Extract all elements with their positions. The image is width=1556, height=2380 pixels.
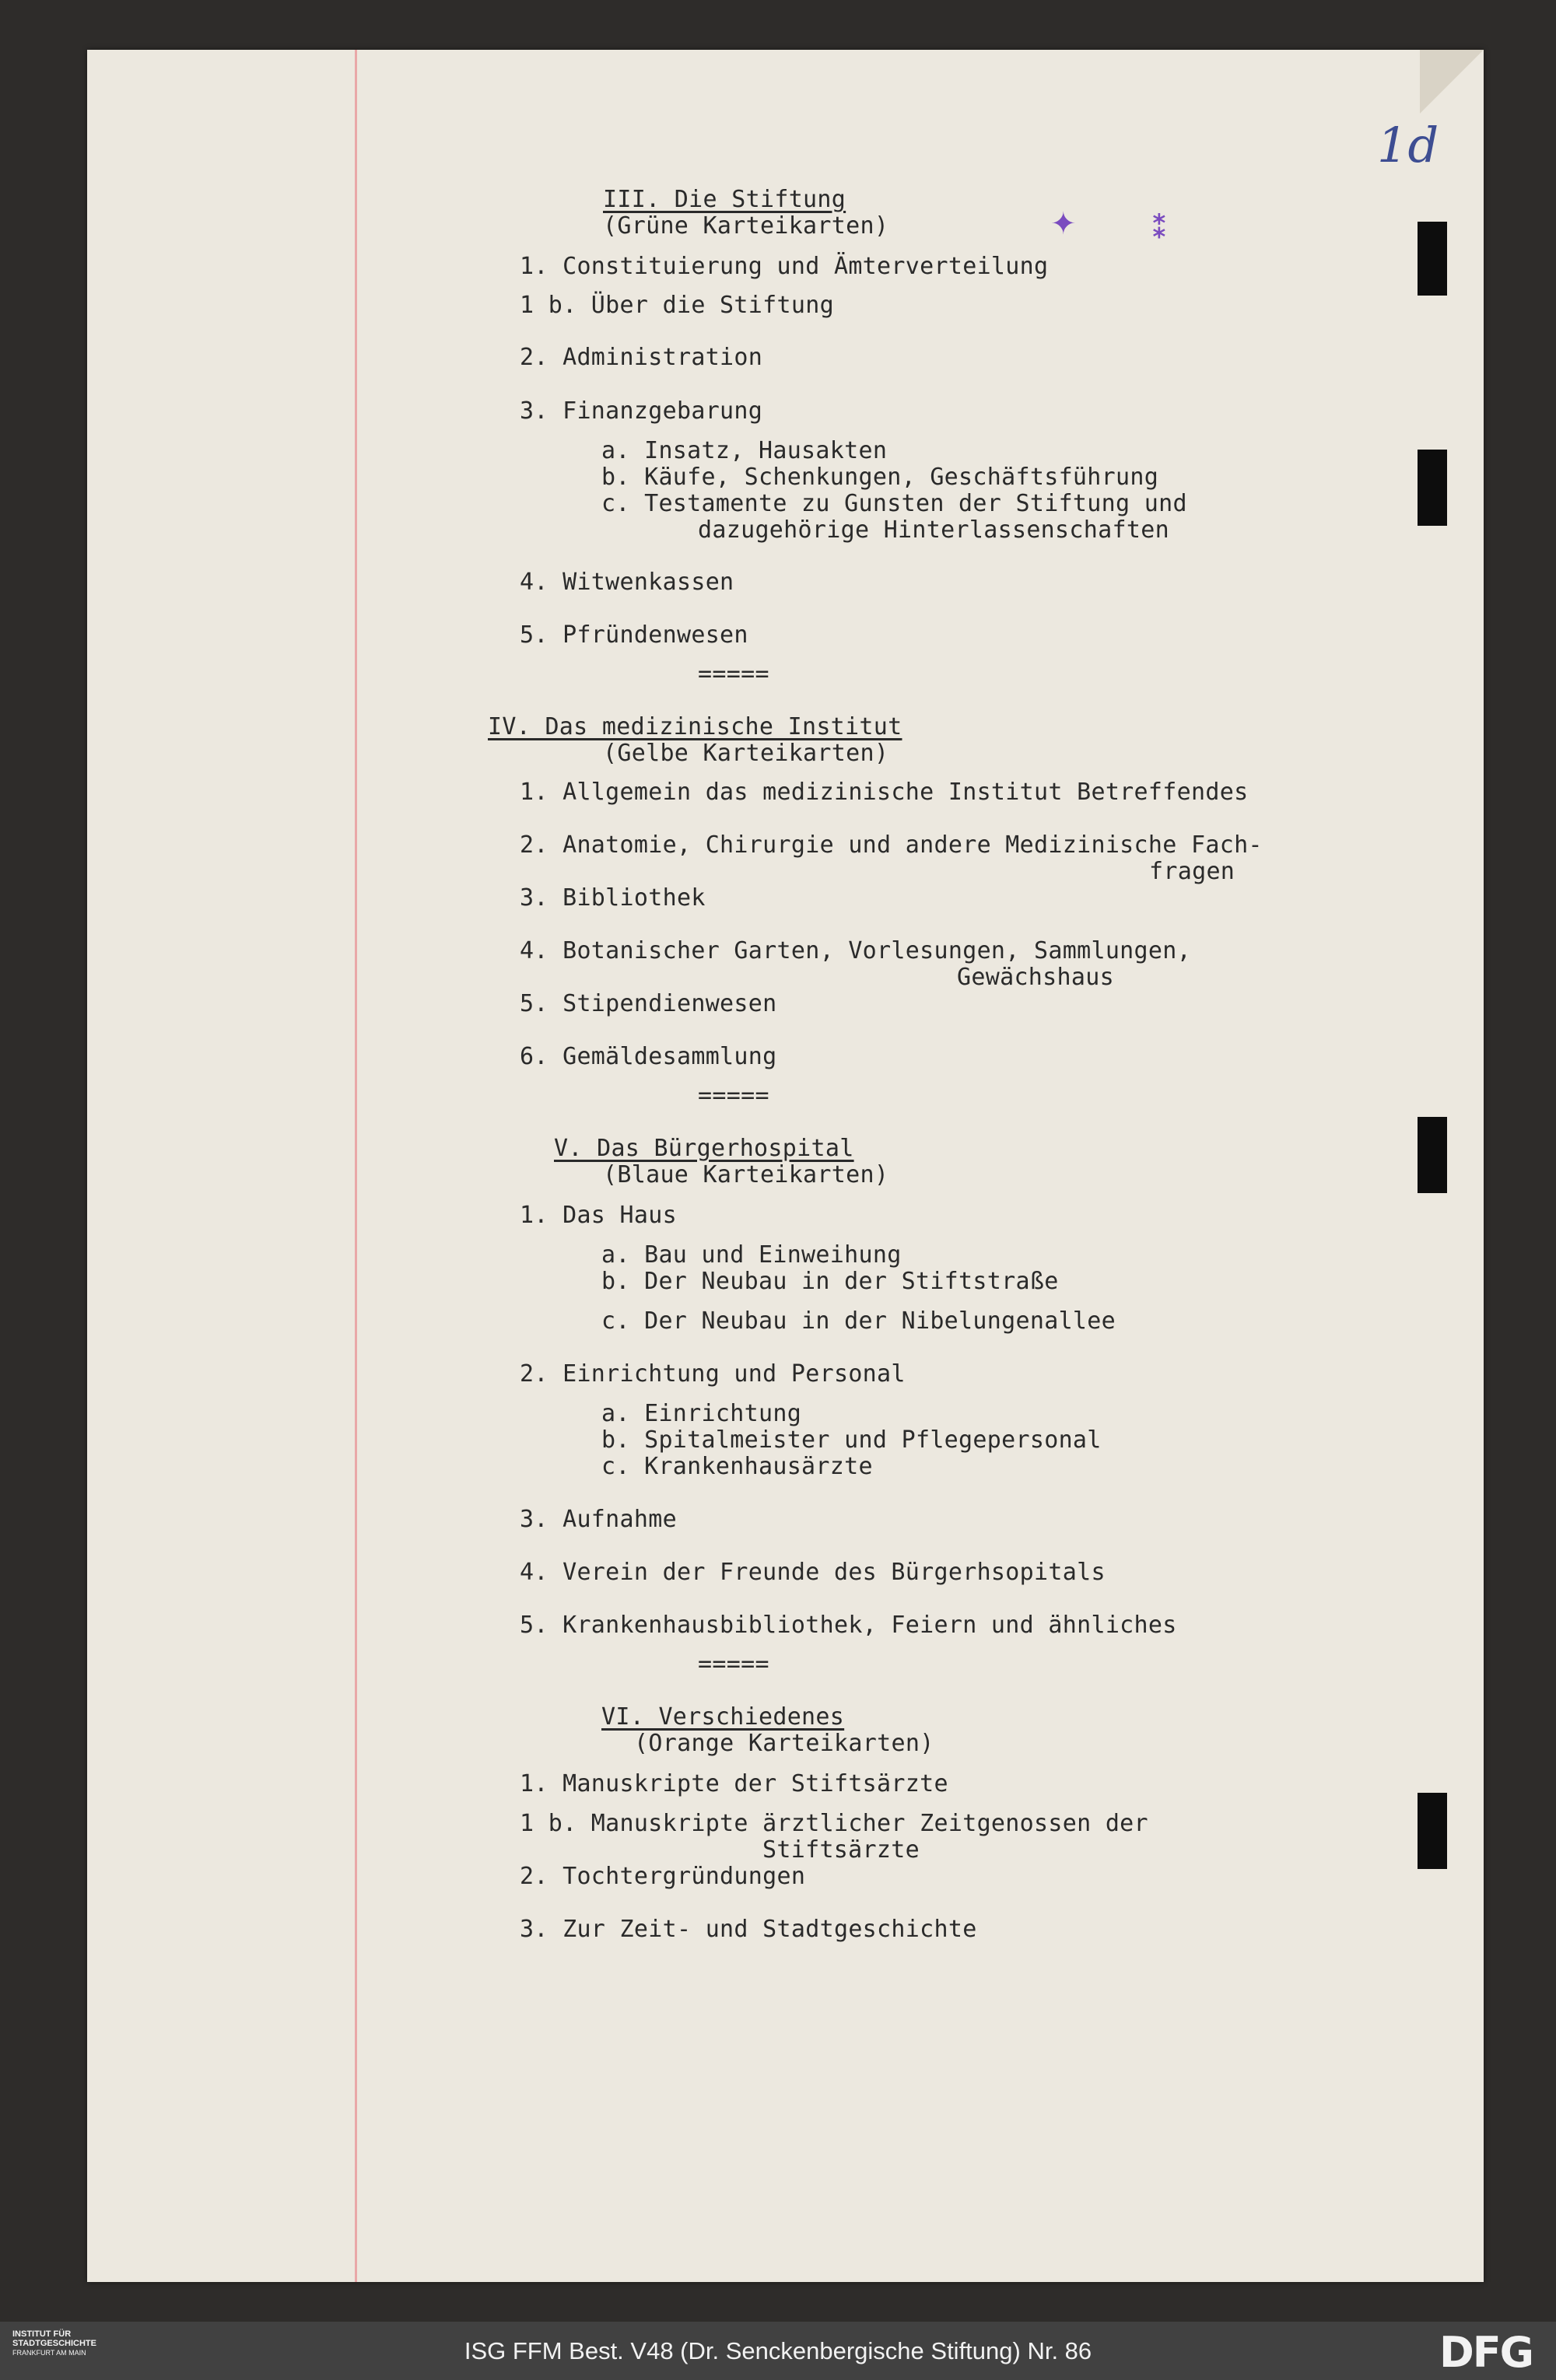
list-subitem: c. Der Neubau in der Nibelungenallee — [601, 1307, 1116, 1335]
punch-hole — [1418, 450, 1447, 526]
section-subheading: (Grüne Karteikarten) — [603, 212, 889, 240]
punch-hole — [1418, 1117, 1447, 1193]
list-subitem-continuation: dazugehörige Hinterlassenschaften — [698, 516, 1169, 544]
list-subitem: a. Einrichtung — [601, 1400, 802, 1427]
list-item: 1. Allgemein das medizinische Institut Betreffendes — [520, 779, 1249, 806]
list-item: 1 b. Manuskripte ärztlicher Zeitgenossen der — [520, 1810, 1148, 1837]
list-item-continuation: Stiftsärzte — [762, 1836, 920, 1864]
list-item: 1. Das Haus — [520, 1202, 677, 1229]
list-item: 5. Pfründenwesen — [520, 621, 748, 649]
list-item: 1 b. Über die Stiftung — [520, 292, 834, 319]
handwritten-page-number: 1d — [1377, 117, 1439, 173]
list-item: 5. Stipendienwesen — [520, 990, 777, 1017]
list-item: 2. Anatomie, Chirurgie und andere Medizinische Fach- — [520, 831, 1263, 859]
list-subitem: a. Insatz, Hausakten — [601, 437, 888, 464]
ink-stamp-mark: ⁑ — [1151, 210, 1168, 246]
list-item: 4. Verein der Freunde des Bürgerhsopitals — [520, 1559, 1106, 1586]
section-separator: ===== — [698, 660, 769, 688]
list-item: 1. Constituierung und Ämterverteilung — [520, 253, 1049, 280]
section-heading: IV. Das medizinische Institut — [488, 713, 902, 740]
list-subitem: b. Käufe, Schenkungen, Geschäftsführung — [601, 464, 1159, 491]
section-separator: ===== — [698, 1082, 769, 1109]
section-heading: III. Die Stiftung — [603, 186, 846, 213]
list-item: 3. Bibliothek — [520, 884, 706, 912]
list-subitem: b. Spitalmeister und Pflegepersonal — [601, 1426, 1102, 1454]
institute-logo-line: FRANKFURT AM MAIN — [12, 2349, 86, 2357]
list-item: 3. Finanzgebarung — [520, 397, 763, 425]
section-heading: VI. Verschiedenes — [601, 1703, 845, 1731]
section-subheading: (Orange Karteikarten) — [634, 1730, 934, 1757]
list-item: 2. Administration — [520, 344, 763, 371]
list-subitem: c. Krankenhausärzte — [601, 1453, 873, 1480]
list-subitem: c. Testamente zu Gunsten der Stiftung und — [601, 490, 1187, 517]
archive-footer — [0, 2322, 1556, 2380]
list-item: 3. Zur Zeit- und Stadtgeschichte — [520, 1916, 977, 1943]
list-item: 3. Aufnahme — [520, 1506, 677, 1533]
list-item: 2. Tochtergründungen — [520, 1863, 806, 1890]
punch-hole — [1418, 1793, 1447, 1869]
archive-caption: ISG FFM Best. V48 (Dr. Senckenbergische Stiftung) Nr. 86 — [464, 2337, 1092, 2364]
institute-logo-line: STADTGESCHICHTE — [12, 2339, 96, 2348]
list-item-continuation: Gewächshaus — [957, 964, 1114, 991]
list-item-continuation: fragen — [1149, 858, 1235, 885]
institute-logo-line: INSTITUT FÜR — [12, 2329, 72, 2339]
ink-stamp-mark: ✦ — [1050, 206, 1077, 242]
list-item: 5. Krankenhausbibliothek, Feiern und ähnliches — [520, 1612, 1177, 1639]
list-item: 4. Botanischer Garten, Vorlesungen, Sammlungen, — [520, 937, 1191, 964]
list-subitem: b. Der Neubau in der Stiftstraße — [601, 1268, 1059, 1295]
list-item: 2. Einrichtung und Personal — [520, 1360, 906, 1388]
list-item: 4. Witwenkassen — [520, 569, 734, 596]
punch-hole — [1418, 222, 1447, 296]
dfg-logo: DFG — [1439, 2328, 1533, 2377]
list-item: 6. Gemäldesammlung — [520, 1043, 777, 1070]
list-subitem: a. Bau und Einweihung — [601, 1241, 902, 1269]
section-separator: ===== — [698, 1650, 769, 1678]
section-heading: V. Das Bürgerhospital — [554, 1135, 854, 1162]
red-margin-line — [355, 50, 357, 2282]
section-subheading: (Blaue Karteikarten) — [603, 1161, 889, 1188]
folded-corner — [1420, 50, 1484, 114]
section-subheading: (Gelbe Karteikarten) — [603, 740, 889, 767]
list-item: 1. Manuskripte der Stiftsärzte — [520, 1770, 948, 1797]
